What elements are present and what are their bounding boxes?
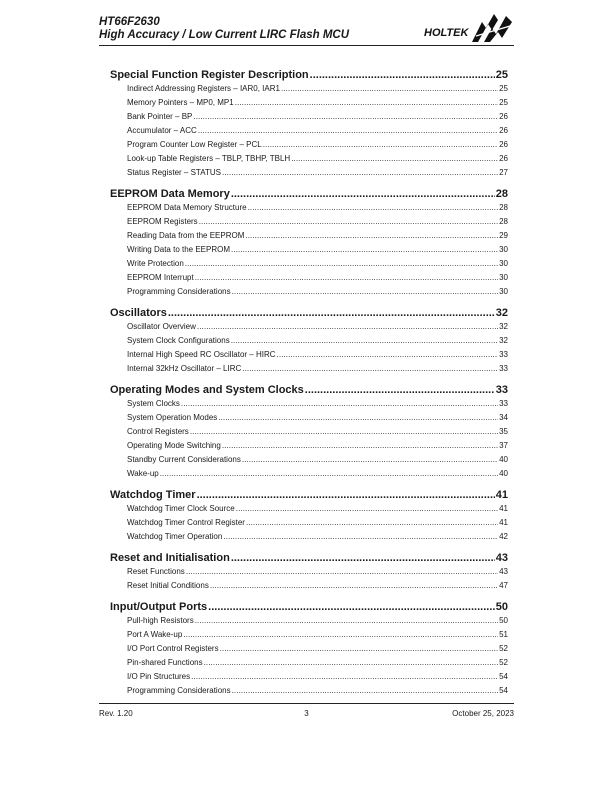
toc-section-heading[interactable] [110,551,508,565]
toc-section-title: Reset and Initialisation [110,552,230,564]
toc-entry-page: 52 [499,658,508,667]
toc-entry-title: Look-up Table Registers – TBLP, TBHP, TBLH [127,154,291,163]
dot-leader [232,684,498,698]
toc-entry-page: 50 [499,616,508,625]
part-number: HT66F2630 [99,16,160,28]
toc-entry[interactable] [110,397,508,411]
toc-entry-title: Writing Data to the EEPROM [127,245,230,254]
toc-entry-page: 26 [499,112,508,121]
dot-leader [193,110,498,124]
toc-entry-page: 51 [499,630,508,639]
toc-entry-page: 33 [499,350,508,359]
toc-entry[interactable] [110,285,508,299]
toc-entry-title: Watchdog Timer Clock Source [127,504,235,513]
toc-entry-title: Indirect Addressing Registers – IAR0, IAR1 [127,84,280,93]
dot-leader [231,334,498,348]
toc-entry-title: Status Register – STATUS [127,168,221,177]
toc-entry-page: 30 [499,287,508,296]
dot-leader [197,320,498,334]
dot-leader [195,614,498,628]
toc-entry-page: 25 [499,98,508,107]
revision-label: Rev. 1.20 [99,709,133,718]
toc-section-title: EEPROM Data Memory [110,188,230,200]
toc-entry[interactable] [110,425,508,439]
dot-leader [204,656,499,670]
footer-rule [99,703,514,704]
dot-leader [246,516,498,530]
toc-entry-title: Program Counter Low Register – PCL [127,140,262,149]
toc-entry-page: 29 [499,231,508,240]
toc-section-title: Operating Modes and System Clocks [110,384,304,396]
toc-entry-page: 30 [499,273,508,282]
toc-entry-page: 28 [499,203,508,212]
toc-entry-page: 34 [499,413,508,422]
toc-section-title: Special Function Register Description [110,69,309,81]
toc-entry-title: Control Registers [127,427,189,436]
dot-leader [242,362,498,376]
toc-entry-page: 25 [499,84,508,93]
toc-entry-page: 26 [499,154,508,163]
toc-entry-title: Reset Functions [127,567,185,576]
dot-leader [310,68,495,82]
toc-section [110,187,508,299]
toc-section-page: 25 [495,69,508,81]
toc-entry-page: 27 [499,168,508,177]
holtek-logo [422,12,514,44]
toc-entry[interactable] [110,439,508,453]
toc-entry-page: 40 [499,455,508,464]
toc-entry[interactable] [110,362,508,376]
toc-entry-page: 30 [499,245,508,254]
toc-entry-title: Watchdog Timer Operation [127,532,223,541]
toc-entry-title: System Clock Configurations [127,336,230,345]
toc-entry-title: Programming Considerations [127,287,231,296]
dot-leader [190,425,498,439]
toc-entry-title: Reading Data from the EEPROM [127,231,245,240]
toc-entry-title: Port A Wake-up [127,630,183,639]
toc-entry-page: 37 [499,441,508,450]
toc-entry-title: Memory Pointers – MP0, MP1 [127,98,234,107]
dot-leader [222,439,498,453]
toc-entry[interactable] [110,502,508,516]
toc-section [110,68,508,180]
toc-entry-page: 32 [499,336,508,345]
toc-entry-page: 54 [499,686,508,695]
toc-section-page: 28 [495,188,508,200]
dot-leader [232,285,498,299]
dot-leader [281,82,498,96]
page-footer [99,709,514,721]
dot-leader [231,243,498,257]
toc-entry-title: Bank Pointer – BP [127,112,193,121]
toc-entry[interactable] [110,152,508,166]
toc-section-heading[interactable] [110,600,508,614]
toc-entry-title: I/O Pin Structures [127,672,191,681]
toc-section [110,551,508,593]
toc-entry-page: 30 [499,259,508,268]
toc-entry-title: Operating Mode Switching [127,441,221,450]
toc-section-heading[interactable] [110,187,508,201]
toc-entry[interactable] [110,138,508,152]
toc-entry-page: 35 [499,427,508,436]
dot-leader [222,166,498,180]
toc-entry-page: 28 [499,217,508,226]
toc-entry[interactable] [110,320,508,334]
dot-leader [277,348,499,362]
toc-entry-page: 26 [499,140,508,149]
toc-entry-title: Watchdog Timer Control Register [127,518,245,527]
toc-entry-title: Pin-shared Functions [127,658,203,667]
dot-leader [235,96,498,110]
toc-entry-title: Wake-up [127,469,159,478]
toc-entry[interactable] [110,166,508,180]
toc-entry[interactable] [110,271,508,285]
toc-section-title: Input/Output Ports [110,601,208,613]
dot-leader [198,124,498,138]
toc-entry[interactable] [110,243,508,257]
toc-entry[interactable] [110,257,508,271]
toc-entry[interactable] [110,334,508,348]
toc-entry-page: 33 [499,364,508,373]
toc-entry-page: 40 [499,469,508,478]
toc-section-page: 32 [495,307,508,319]
toc-section-heading[interactable] [110,68,508,82]
toc-entry-page: 43 [499,567,508,576]
toc-section-heading[interactable] [110,383,508,397]
toc-entry-page: 42 [499,532,508,541]
dot-leader [218,411,498,425]
dot-leader [208,600,495,614]
header-rule [99,45,514,46]
dot-leader [199,215,498,229]
toc-section-page: 33 [495,384,508,396]
toc-entry-title: Reset Initial Conditions [127,581,209,590]
dot-leader [191,670,498,684]
table-of-contents [110,68,508,705]
toc-section [110,600,508,698]
toc-entry[interactable] [110,656,508,670]
dot-leader [245,229,498,243]
toc-section [110,383,508,481]
toc-entry-title: System Clocks [127,399,180,408]
page-number: 3 [304,709,309,718]
toc-entry[interactable] [110,516,508,530]
svg-text:HOLTEK: HOLTEK [424,27,469,39]
toc-entry-title: Pull-high Resistors [127,616,194,625]
toc-entry-page: 41 [499,504,508,513]
toc-entry[interactable] [110,565,508,579]
toc-section-title: Oscillators [110,307,167,319]
dot-leader [231,187,495,201]
toc-entry[interactable] [110,124,508,138]
document-title: High Accuracy / Low Current LIRC Flash MCU [99,29,350,41]
toc-entry[interactable] [110,453,508,467]
toc-entry-title: Internal High Speed RC Oscillator – HIRC [127,350,276,359]
dot-leader [223,530,498,544]
dot-leader [210,579,498,593]
toc-entry-page: 33 [499,399,508,408]
toc-entry[interactable] [110,670,508,684]
toc-entry-page: 47 [499,581,508,590]
toc-section-heading[interactable] [110,306,508,320]
toc-entry-title: Write Protection [127,259,184,268]
toc-entry[interactable] [110,628,508,642]
toc-entry[interactable] [110,411,508,425]
toc-entry-page: 52 [499,644,508,653]
toc-entry-title: I/O Port Control Registers [127,644,219,653]
toc-entry[interactable] [110,684,508,698]
dot-leader [291,152,498,166]
dot-leader [220,642,499,656]
dot-leader [236,502,498,516]
toc-section-page: 41 [495,489,508,501]
dot-leader [305,383,495,397]
toc-section-title: Watchdog Timer [110,489,196,501]
dot-leader [160,467,498,481]
toc-entry[interactable] [110,579,508,593]
dot-leader [248,201,499,215]
dot-leader [168,306,495,320]
toc-section [110,306,508,376]
dot-leader [195,271,498,285]
toc-entry-page: 26 [499,126,508,135]
toc-entry-title: Internal 32kHz Oscillator – LIRC [127,364,242,373]
toc-entry[interactable] [110,96,508,110]
dot-leader [185,257,498,271]
toc-entry-title: Programming Considerations [127,686,231,695]
toc-entry-title: EEPROM Registers [127,217,198,226]
dot-leader [186,565,498,579]
toc-entry[interactable] [110,642,508,656]
toc-entry-title: EEPROM Interrupt [127,273,194,282]
toc-entry[interactable] [110,82,508,96]
page-header [99,15,514,47]
toc-entry[interactable] [110,110,508,124]
dot-leader [263,138,498,152]
toc-entry-title: Oscillator Overview [127,322,196,331]
toc-entry-page: 32 [499,322,508,331]
toc-section-heading[interactable] [110,488,508,502]
dot-leader [242,453,498,467]
toc-entry-title: Accumulator – ACC [127,126,197,135]
toc-section-page: 43 [495,552,508,564]
toc-entry-page: 54 [499,672,508,681]
toc-entry[interactable] [110,201,508,215]
toc-entry-page: 41 [499,518,508,527]
footer-date: October 25, 2023 [452,709,514,718]
toc-entry[interactable] [110,467,508,481]
toc-entry[interactable] [110,229,508,243]
dot-leader [231,551,495,565]
toc-entry[interactable] [110,614,508,628]
toc-entry-title: Standby Current Considerations [127,455,241,464]
toc-entry[interactable] [110,215,508,229]
toc-section [110,488,508,544]
toc-entry[interactable] [110,348,508,362]
dot-leader [183,628,498,642]
toc-entry-title: EEPROM Data Memory Structure [127,203,247,212]
toc-section-page: 50 [495,601,508,613]
dot-leader [197,488,495,502]
dot-leader [181,397,498,411]
toc-entry-title: System Operation Modes [127,413,218,422]
toc-entry[interactable] [110,530,508,544]
